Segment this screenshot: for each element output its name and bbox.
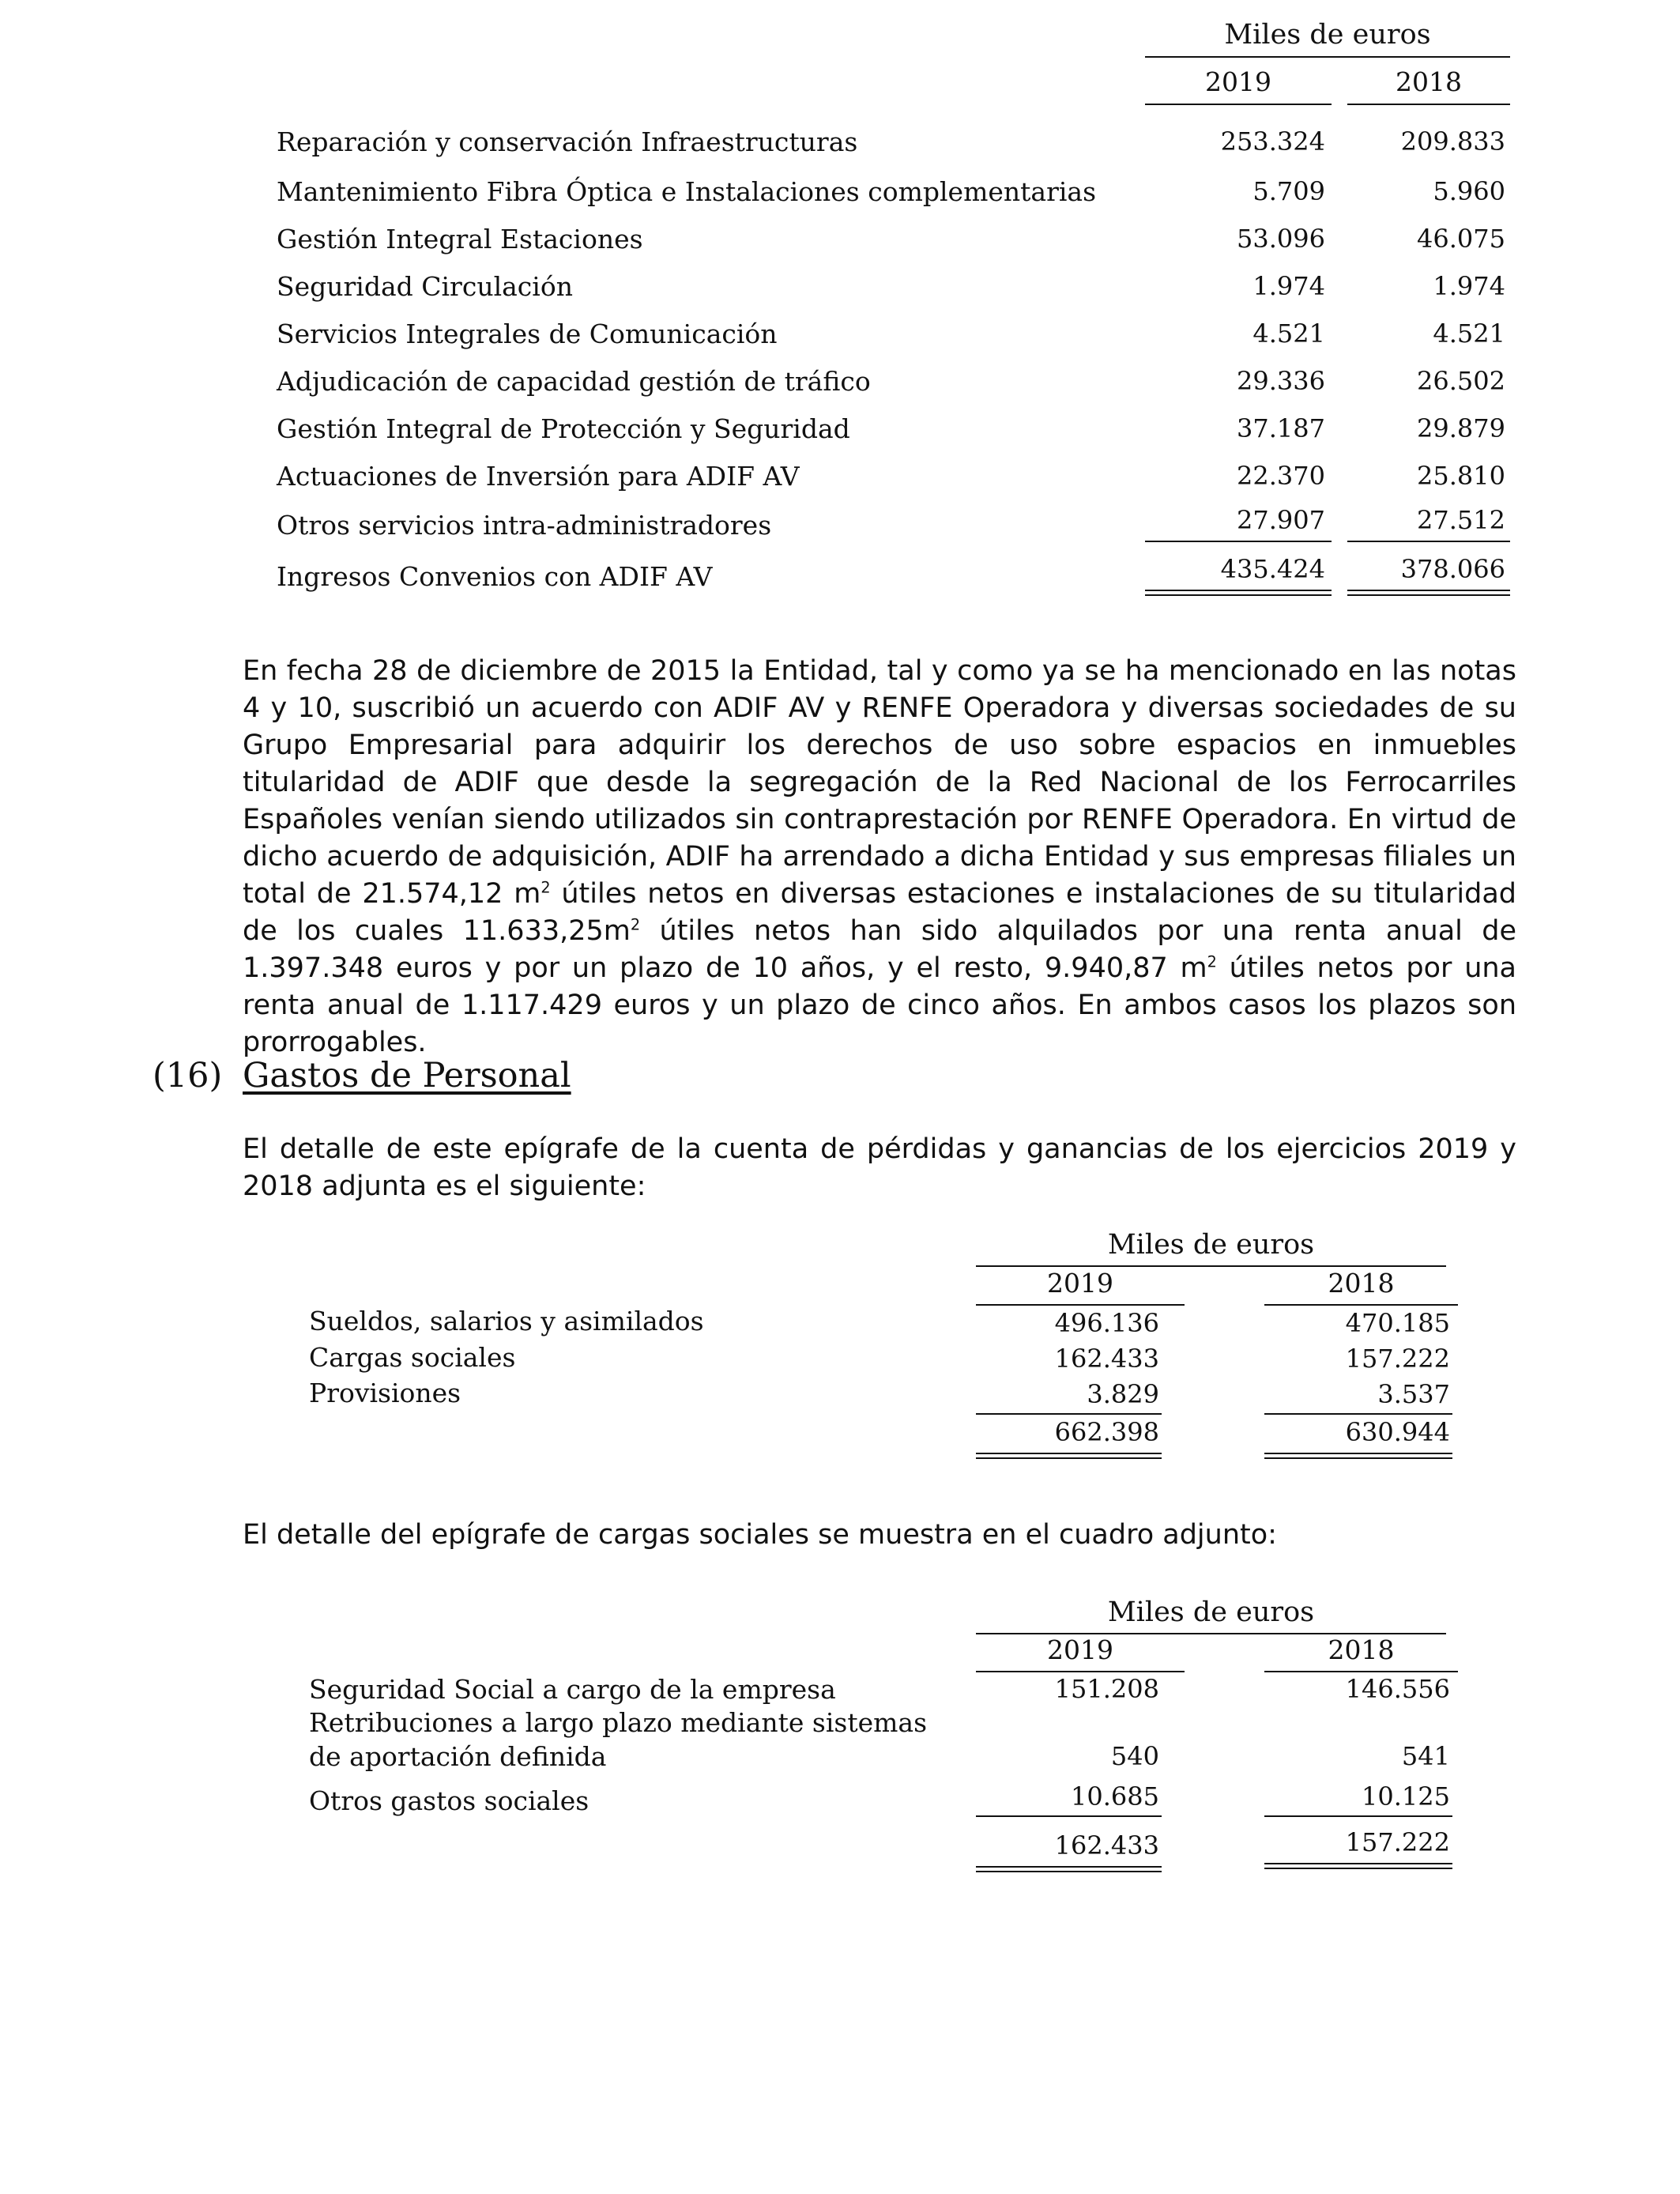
value-2019: 5.709 [1252, 176, 1325, 206]
total-label: Ingresos Convenios con ADIF AV [277, 561, 713, 592]
value-2019: 53.096 [1237, 224, 1325, 254]
row-label: Reparación y conservación Infraestructuras [277, 126, 858, 157]
row-label: Actuaciones de Inversión para ADIF AV [277, 461, 800, 492]
row-label: Provisiones [309, 1378, 461, 1408]
row-label: Mantenimiento Fibra Óptica e Instalaciones complementarias [277, 176, 1097, 207]
row-label-continued: de aportación definida [309, 1741, 607, 1772]
row-label: Seguridad Social a cargo de la empresa [309, 1674, 836, 1705]
row-label: Gestión Integral Estaciones [277, 224, 643, 254]
value-2018: 209.833 [1400, 126, 1505, 156]
value-2018: 10.125 [1362, 1781, 1450, 1811]
value-2018: 157.222 [1345, 1344, 1450, 1374]
unit-header: Miles de euros [1107, 1229, 1315, 1261]
row-label: Otros servicios intra-administradores [277, 510, 772, 541]
total-2018: 378.066 [1400, 554, 1505, 584]
row-label: Adjudicación de capacidad gestión de tráfico [277, 366, 871, 397]
value-2018: 25.810 [1417, 461, 1505, 491]
value-2019: 253.324 [1220, 126, 1325, 156]
section-number: (16) [153, 1056, 223, 1095]
paragraph-arrendamiento: En fecha 28 de diciembre de 2015 la Entidad, tal y como ya se ha mencionado en las notas 4 y 10, suscribió un acuerdo con ADIF AV y RENFE Operadora y diversas sociedades de su Grupo Empresarial para adquirir los derechos de uso sobre espacios en inmuebles titularidad de ADIF que desde la segregación de la Red Nacional de los Ferrocarriles Españoles venían siendo utilizados sin contraprestación por RENFE Operadora. En virtud de dicho acuerdo de adquisición, ADIF ha arrendado a dicha Entidad y sus empresas filiales un total de 21.574,12 $m^2$ útiles netos en diversas estaciones e instalaciones de su titularidad de los cuales $11.633,25m^2$ útiles netos han sido alquilados por una renta anual de 1.397.348 euros y por un plazo de 10 años, y el resto, 9.940,87 $m^2$ útiles netos por una renta anual de 1.117.429 euros y un plazo de cinco años. En ambos casos los plazos son prorrogables. [243, 655, 1517, 1058]
value-2018: 29.879 [1417, 413, 1505, 443]
value-2018: 541 [1401, 1741, 1450, 1771]
value-2019: 162.433 [1054, 1344, 1159, 1374]
row-label: Seguridad Circulación [277, 271, 573, 302]
row-label: Sueldos, salarios y asimilados [309, 1306, 704, 1336]
total-2019: 435.424 [1220, 554, 1325, 584]
year-header-2019: 2019 [1047, 1634, 1113, 1665]
value-2018: 3.537 [1377, 1379, 1450, 1409]
value-2019: 22.370 [1237, 461, 1325, 491]
total-2018: 630.944 [1345, 1417, 1450, 1447]
total-2018: 157.222 [1345, 1827, 1450, 1857]
value-2019: 27.907 [1237, 505, 1325, 535]
year-header-2018: 2018 [1328, 1634, 1395, 1665]
row-label: Otros gastos sociales [309, 1785, 590, 1816]
value-2019: 496.136 [1054, 1308, 1159, 1338]
value-2019: 4.521 [1252, 319, 1325, 349]
value-2018: 4.521 [1433, 319, 1505, 349]
row-label: Servicios Integrales de Comunicación [277, 319, 778, 349]
value-2018: 26.502 [1417, 366, 1505, 396]
value-2018: 5.960 [1433, 176, 1505, 206]
value-2019: 37.187 [1237, 413, 1325, 443]
value-2019: 1.974 [1252, 271, 1325, 301]
total-2019: 162.433 [1054, 1830, 1159, 1860]
value-2019: 10.685 [1071, 1781, 1159, 1811]
row-label: Gestión Integral de Protección y Seguridad [277, 413, 850, 444]
year-header-2018: 2018 [1396, 66, 1462, 97]
year-header-2018: 2018 [1328, 1268, 1395, 1299]
row-label: Cargas sociales [309, 1342, 516, 1373]
value-2019: 3.829 [1087, 1379, 1159, 1409]
value-2018: 46.075 [1417, 224, 1505, 254]
value-2019: 151.208 [1054, 1674, 1159, 1704]
value-2018: 1.974 [1433, 271, 1505, 301]
row-label: Retribuciones a largo plazo mediante sistemas [309, 1707, 928, 1738]
section-intro: El detalle de este epígrafe de la cuenta de pérdidas y ganancias de los ejercicios 2019 y 2018 adjunta es el siguiente: [243, 1133, 1516, 1202]
unit-header: Miles de euros [1107, 1596, 1315, 1628]
year-header-2019: 2019 [1047, 1268, 1113, 1299]
value-2018: 146.556 [1345, 1674, 1450, 1704]
paragraph-cargas-sociales: El detalle del epígrafe de cargas sociales se muestra en el cuadro adjunto: [243, 1519, 1277, 1551]
value-2018: 470.185 [1345, 1308, 1450, 1338]
total-2019: 662.398 [1054, 1417, 1159, 1447]
year-header-2019: 2019 [1205, 66, 1271, 97]
value-2018: 27.512 [1417, 505, 1505, 535]
section-title: Gastos de Personal [243, 1056, 571, 1095]
value-2019: 540 [1110, 1741, 1159, 1771]
unit-header: Miles de euros [1224, 19, 1431, 51]
value-2019: 29.336 [1237, 366, 1325, 396]
